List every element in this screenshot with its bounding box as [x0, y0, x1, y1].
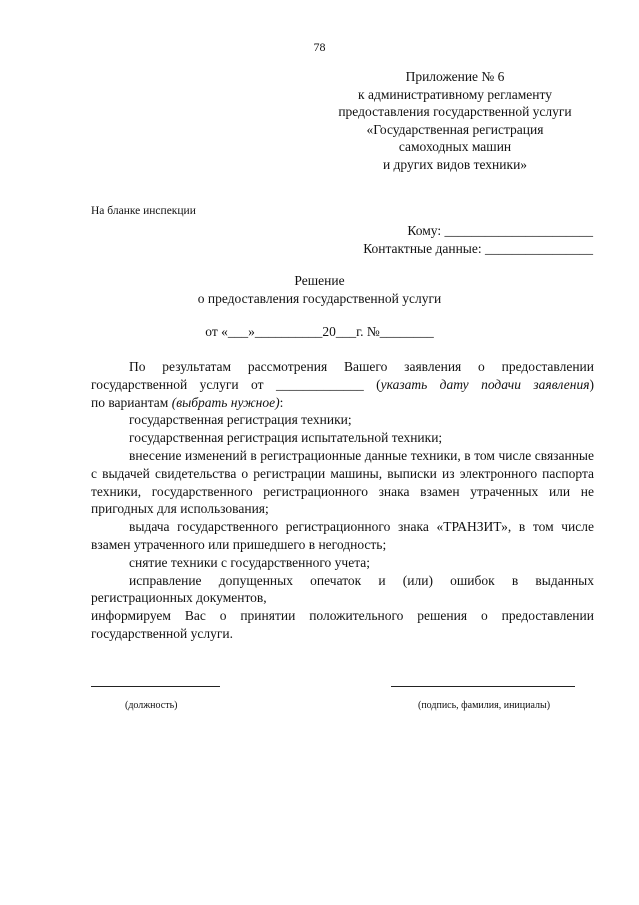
list-item: внесение изменений в регистрационные данные техники, в том числе связанные с выдачей свидетельства о регистрации машины, выписки из электронного паспорта техники, государственного регистрационного знака взамен утраченных или не пригодных для использования;: [91, 447, 594, 517]
annex-line: «Государственная регистрация: [366, 121, 544, 137]
intro-line: по вариантам (выбрать нужное):: [91, 394, 284, 410]
intro-line: По результатам рассмотрения Вашего заявления о предоставлении: [129, 359, 594, 374]
decision-title: Решение: [294, 273, 345, 288]
conclusion: информируем Вас о принятии положительного решения о предоставлении государственной услуги.: [91, 608, 594, 641]
signature-caption: (подпись, фамилия, инициалы): [418, 700, 551, 711]
list-item: исправление допущенных опечаток и (или) ошибок в выданных регистрационных документов,: [91, 572, 594, 606]
decision-body: [91, 358, 594, 643]
annex-line: предоставления государственной услуги: [338, 104, 572, 119]
annex-header: [300, 68, 610, 173]
name-signature-line: [391, 686, 575, 687]
list-item: государственная регистрация испытательной техники;: [129, 430, 443, 446]
recipient-block: [363, 222, 593, 258]
annex-line: Приложение № 6: [405, 69, 505, 84]
annex-line: самоходных машин: [398, 139, 512, 154]
contacts-line: Контактные данные: ________________: [363, 241, 593, 256]
decision-subtitle: о предоставления государственной услуги: [197, 290, 442, 306]
to-line: Кому: ______________________: [407, 223, 593, 238]
position-signature-line: [91, 686, 220, 687]
on-blank-note: На бланке инспекции: [91, 205, 196, 217]
list-item: снятие техники с государственного учета;: [129, 554, 371, 570]
annex-line: к административному регламенту: [358, 86, 552, 102]
intro-line: государственной услуги от _____________ (указать дату подачи заявления): [91, 376, 594, 392]
annex-line: и других видов техники»: [382, 156, 528, 172]
list-item: государственная регистрация техники;: [129, 412, 352, 428]
page-number: 78: [313, 40, 326, 54]
list-item: выдача государственного регистрационного знака «ТРАНЗИТ», в том числе взамен утраченного или пришедшего в негодность;: [91, 519, 594, 552]
position-caption: (должность): [125, 700, 178, 711]
decision-title-block: [0, 272, 639, 307]
date-number-line: от «___»__________20___г. №________: [205, 324, 434, 339]
